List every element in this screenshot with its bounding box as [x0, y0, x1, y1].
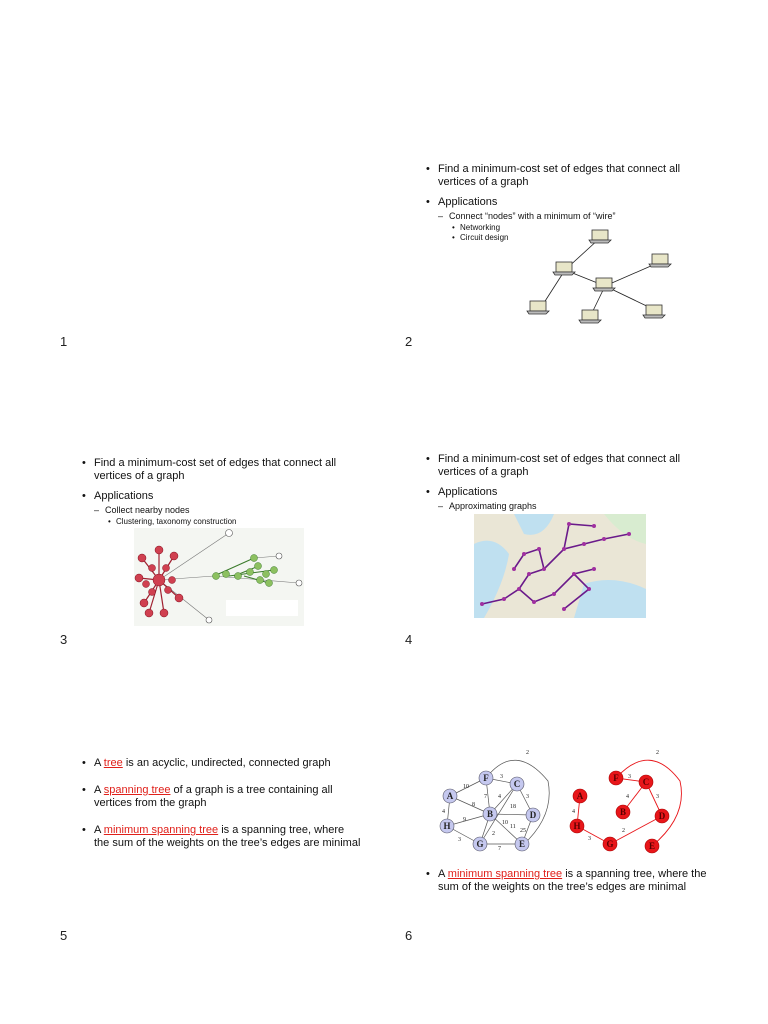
weight-label: 11: [510, 824, 516, 830]
bullet: [82, 457, 362, 483]
bullet: • A tree is an acyclic, undirected, connected graph: [82, 757, 362, 770]
weight-label: 3: [656, 794, 659, 800]
weighted-graph-diagram: [430, 746, 700, 856]
bullet: [426, 453, 706, 479]
node-label: D: [658, 811, 666, 821]
node-label: B: [619, 807, 627, 817]
node-label: E: [648, 841, 656, 851]
node-label: H: [443, 821, 451, 831]
weight-label: 3: [588, 836, 591, 842]
node-label: C: [513, 779, 521, 789]
node-label: E: [518, 839, 526, 849]
node-label: B: [486, 809, 494, 819]
weight-label: 3: [628, 774, 631, 780]
bullet: [82, 490, 362, 527]
weight-label: 9: [463, 817, 466, 823]
weight-label: 7: [484, 794, 487, 800]
map-graph-image: [474, 514, 646, 618]
weight-label: 2: [622, 828, 625, 834]
weight-label: 2: [526, 750, 529, 756]
sub-bullet: – Collect nearby nodes • Clustering, taxonomy construction: [94, 505, 362, 527]
sub-bullet: – Connect “nodes” with a minimum of “wire” • Networking • Circuit design: [438, 211, 706, 243]
weight-label: 3: [500, 774, 503, 780]
slide-3-bullets: [82, 457, 362, 534]
slide-number-1: 1: [60, 334, 68, 349]
node-label: C: [642, 777, 650, 787]
network-diagram: [520, 222, 680, 327]
laptop-icons: [527, 230, 671, 323]
weight-label: 4: [626, 794, 629, 800]
subsub-bullet: • Circuit design: [449, 233, 706, 243]
bullet-text: Applications: [438, 196, 498, 208]
node-label: A: [446, 791, 454, 801]
term-minimum-spanning-tree: minimum spanning tree: [447, 868, 563, 880]
weight-label: 7: [498, 846, 501, 852]
term-spanning-tree: spanning tree: [103, 784, 171, 796]
bullet-text: Find a minimum-cost set of edges that connect all vertices of a graph: [438, 163, 681, 188]
weight-label: 2: [656, 750, 659, 756]
term-tree: tree: [103, 757, 123, 769]
weight-label: 25: [520, 828, 526, 834]
bullet: [426, 486, 706, 512]
weight-label: 8: [472, 802, 475, 808]
slide-number-5: 5: [60, 928, 68, 943]
weight-label: 4: [442, 809, 445, 815]
subsub-bullet: • Clustering, taxonomy construction: [105, 517, 362, 527]
weight-label: 4: [572, 809, 575, 815]
weight-label: 3: [458, 837, 461, 843]
slide-number-6: 6: [405, 928, 413, 943]
slide-number-3: 3: [60, 632, 68, 647]
clustering-diagram: [134, 528, 304, 626]
weight-label: 3: [526, 794, 529, 800]
weight-label: 18: [510, 804, 516, 810]
bullet: • A spanning tree of a graph is a tree containing all vertices from the graph: [82, 784, 362, 810]
sub-bullet: – Approximating graphs: [438, 501, 706, 512]
slide-5-bullets: [82, 757, 362, 857]
bullet-text: Find a minimum-cost set of edges that connect all vertices of a graph: [94, 457, 337, 482]
slide-number-4: 4: [405, 632, 413, 647]
bullet-text: Applications: [94, 490, 154, 502]
bullet: • A minimum spanning tree is a spanning tree, where the sum of the weights on the tree’s edges are minimal: [82, 824, 362, 850]
node-label: A: [576, 791, 584, 801]
term-minimum-spanning-tree: minimum spanning tree: [103, 824, 219, 836]
bullet: [426, 163, 706, 189]
slide-number-2: 2: [405, 334, 413, 349]
bullet-text: Find a minimum-cost set of edges that connect all vertices of a graph: [438, 453, 681, 478]
weight-label: 10: [463, 784, 469, 790]
weight-label: 4: [498, 794, 501, 800]
weight-label: 10: [502, 820, 508, 826]
bullet-text: Applications: [438, 486, 498, 498]
slide-4-bullets: [426, 453, 706, 519]
slide-6-bullets: [426, 868, 716, 901]
bullet: • A minimum spanning tree is a spanning tree, where the sum of the weights on the tree’s edges are minimal: [426, 868, 716, 894]
node-label: H: [573, 821, 581, 831]
node-label: G: [476, 839, 484, 849]
node-label: D: [529, 810, 537, 820]
node-label: F: [613, 773, 619, 783]
node-label: G: [606, 839, 614, 849]
weight-label: 2: [492, 831, 495, 837]
node-label: F: [483, 773, 489, 783]
subsub-bullet: • Networking: [449, 223, 706, 233]
